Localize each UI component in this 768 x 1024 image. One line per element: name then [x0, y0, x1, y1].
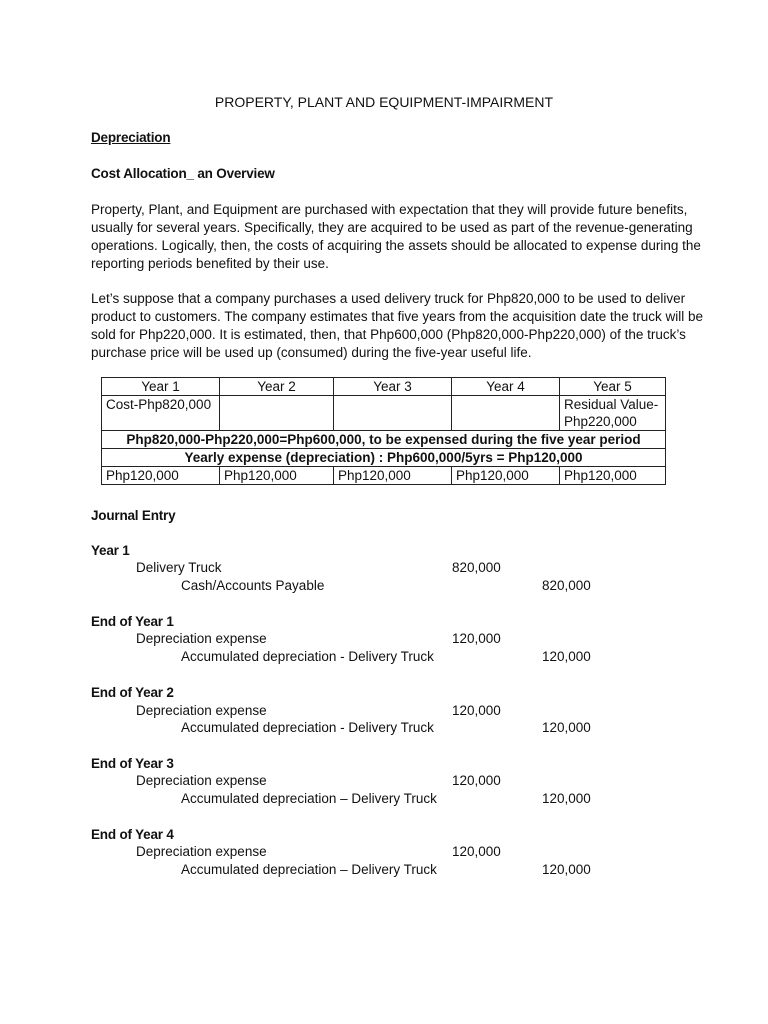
credit-account: Accumulated depreciation – Delivery Truck — [181, 862, 437, 877]
table-merged-cell: Yearly expense (depreciation) : Php600,000/5yrs = Php120,000 — [102, 449, 666, 467]
credit-amount: 120,000 — [542, 720, 591, 735]
table-cell-residual — [560, 396, 666, 431]
table-header-cell: Year 2 — [220, 378, 334, 396]
credit-amount: 120,000 — [542, 649, 591, 664]
table-cell-expense: Php120,000 — [102, 467, 220, 485]
credit-account: Accumulated depreciation – Delivery Truck — [181, 791, 437, 806]
table-header-row — [102, 378, 666, 396]
paragraph-line: operations. Logically, then, the costs of acquiring the assets should be allocated to expense during the — [91, 238, 701, 253]
debit-amount: 120,000 — [452, 844, 501, 859]
debit-account: Delivery Truck — [136, 560, 222, 575]
paragraph-line: purchase price will be used up (consumed) during the five-year useful life. — [91, 345, 532, 360]
table-cell-empty — [452, 396, 560, 431]
debit-amount: 820,000 — [452, 560, 501, 575]
depreciation-table — [101, 377, 666, 485]
journal-heading: Journal Entry — [91, 508, 176, 523]
table-cell-expense: Php120,000 — [560, 467, 666, 485]
entry-heading: End of Year 1 — [91, 614, 174, 629]
debit-account: Depreciation expense — [136, 844, 267, 859]
paragraph-line: Property, Plant, and Equipment are purchased with expectation that they will provide future benefits, — [91, 202, 688, 217]
entry-heading: End of Year 2 — [91, 685, 174, 700]
table-header-cell: Year 4 — [452, 378, 560, 396]
paragraph-overview — [91, 201, 701, 273]
residual-line-2: Php220,000 — [564, 414, 637, 429]
table-cell-cost: Cost-Php820,000 — [102, 396, 220, 431]
entry-heading: Year 1 — [91, 543, 130, 558]
table-row-expense — [102, 467, 666, 485]
paragraph-line: Let’s suppose that a company purchases a used delivery truck for Php820,000 to be used to deliver — [91, 291, 686, 306]
credit-account: Accumulated depreciation - Delivery Truck — [181, 720, 434, 735]
document-title: PROPERTY, PLANT AND EQUIPMENT-IMPAIRMENT — [214, 94, 554, 110]
credit-amount: 820,000 — [542, 578, 591, 593]
table-header-cell: Year 3 — [334, 378, 452, 396]
table-cell-empty — [334, 396, 452, 431]
debit-account: Depreciation expense — [136, 773, 267, 788]
entry-heading: End of Year 3 — [91, 756, 174, 771]
table-merged-cell: Php820,000-Php220,000=Php600,000, to be expensed during the five year period — [102, 431, 666, 449]
subheading: Cost Allocation_ an Overview — [91, 166, 275, 181]
section-heading: Depreciation — [91, 130, 171, 145]
debit-account: Depreciation expense — [136, 631, 267, 646]
table-cell-expense: Php120,000 — [452, 467, 560, 485]
table-cell-empty — [220, 396, 334, 431]
credit-amount: 120,000 — [542, 791, 591, 806]
entry-heading: End of Year 4 — [91, 827, 174, 842]
table-row-cost — [102, 396, 666, 431]
debit-amount: 120,000 — [452, 703, 501, 718]
paragraph-line: reporting periods benefited by their use. — [91, 256, 329, 271]
paragraph-line: sold for Php220,000. It is estimated, then, that Php600,000 (Php820,000-Php220,000) of the truck’s — [91, 327, 686, 342]
credit-amount: 120,000 — [542, 862, 591, 877]
debit-amount: 120,000 — [452, 773, 501, 788]
credit-account: Cash/Accounts Payable — [181, 578, 325, 593]
paragraph-example — [91, 290, 704, 362]
residual-line-1: Residual Value- — [564, 397, 659, 412]
credit-account: Accumulated depreciation - Delivery Truck — [181, 649, 434, 664]
paragraph-line: usually for several years. Specifically, they are acquired to be used as part of the revenue-generating — [91, 220, 693, 235]
table-row-merged — [102, 431, 666, 449]
table-header-cell: Year 5 — [560, 378, 666, 396]
debit-amount: 120,000 — [452, 631, 501, 646]
table-header-cell: Year 1 — [102, 378, 220, 396]
paragraph-line: product to customers. The company estimates that five years from the acquisition date the truck will be — [91, 309, 704, 324]
debit-account: Depreciation expense — [136, 703, 267, 718]
table-row-merged — [102, 449, 666, 467]
table-cell-expense: Php120,000 — [220, 467, 334, 485]
table-cell-expense: Php120,000 — [334, 467, 452, 485]
